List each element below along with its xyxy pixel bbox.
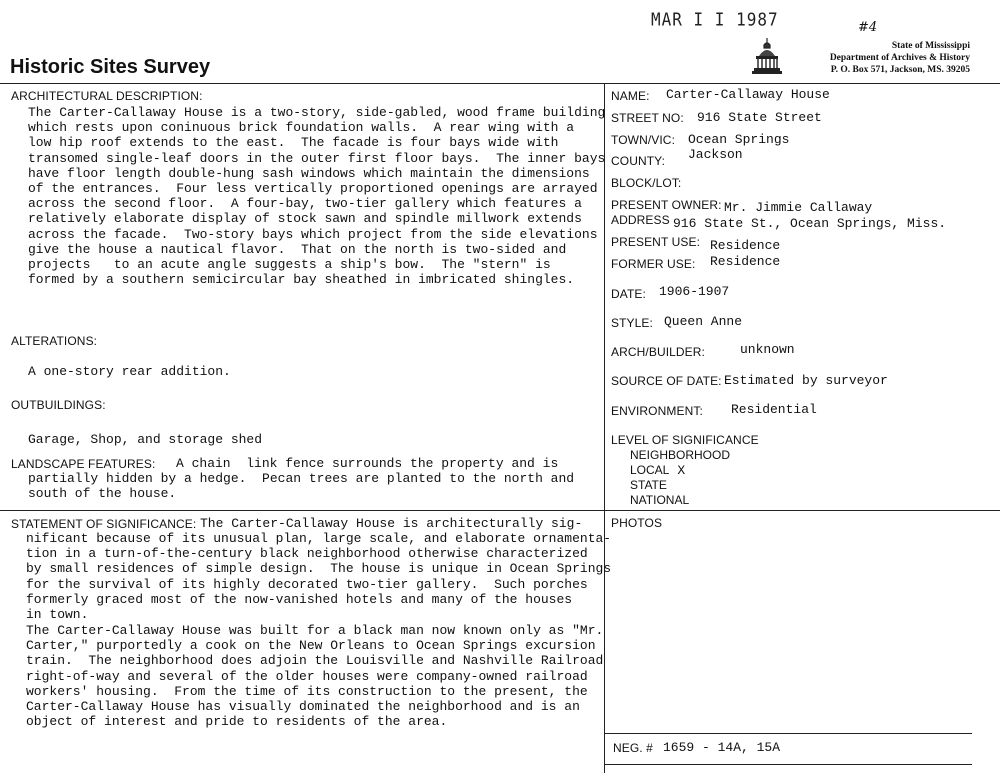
arch-builder-label: ARCH/BUILDER: xyxy=(611,345,705,359)
negative-value: 1659 - 14A, 15A xyxy=(663,740,781,755)
block-lot-label: BLOCK/LOT: xyxy=(611,176,682,190)
present-owner-label: PRESENT OWNER: xyxy=(611,198,722,212)
county-value: Jackson xyxy=(688,147,743,162)
environment-label: ENVIRONMENT: xyxy=(611,404,703,418)
present-owner-value: Mr. Jimmie Callaway xyxy=(724,200,873,215)
style-label: STYLE: xyxy=(611,316,653,330)
level-neighborhood: NEIGHBORHOOD xyxy=(630,448,731,462)
agency-department: Department of Archives & History xyxy=(829,53,970,63)
level-national: NATIONAL xyxy=(630,493,690,508)
statement-of-significance-label: STATEMENT OF SIGNIFICANCE: xyxy=(11,517,197,531)
outbuildings-label: OUTBUILDINGS: xyxy=(11,398,106,412)
landscape-features-label: LANDSCAPE FEATURES: xyxy=(11,457,156,471)
town-vic-value: Ocean Springs xyxy=(688,132,790,147)
level-state: STATE xyxy=(630,478,667,493)
landscape-features-line1: A chain link fence surrounds the property and is xyxy=(176,456,559,471)
statement-text: nificant because of its unusual plan, large scale, and elaborate ornamenta- tion in a turn-of-the-century black neighborhood otherwise characterized by small residences of simple design. The house is unique in Ocean Springs for the survival of its highly decorated two-tier gallery. Such porches formerly graced most of the now-vanished hotels and many of the houses in town. xyxy=(26,531,612,623)
address-value: 916 State St., Ocean Springs, Miss. xyxy=(673,216,947,231)
significance-level-list xyxy=(630,448,730,508)
handwritten-form-number: #4 xyxy=(858,20,878,35)
agency-address xyxy=(790,40,970,76)
section-rule xyxy=(0,510,1000,511)
outbuildings-text: Garage, Shop, and storage shed xyxy=(28,432,263,447)
architectural-description-label: ARCHITECTURAL DESCRIPTION: xyxy=(11,89,203,103)
negative-rule-top xyxy=(604,733,972,734)
street-no-value: 916 State Street xyxy=(697,110,822,125)
negative-rule-bottom xyxy=(604,764,972,765)
header-rule xyxy=(0,83,1000,84)
source-of-date-value: Estimated by surveyor xyxy=(724,373,888,388)
style-value: Queen Anne xyxy=(664,314,743,329)
architectural-description-text: The Carter-Callaway House is a two-story, side-gabled, wood frame building which rests upon coninuous brick foundation walls. A rear wing with a low hip roof extends to the east. The facade is four bays wide with transomed single-leaf doors in the outer first floor bays. The inner bays have floor length double-hung sash windows which maintain the dimensions of the entrances. Four less vertically proportioned openings are arrayed across the second floor. A four-bay, two-tier gallery which features a relatively elaborate display of stock sawn and spindle millwork extends across the facade. Two-story bays which project from the side elevations give the house a nautical flavor. That on the north is two-sided and projects to an acute angle suggests a ship's bow. The "stern" is formed by a southern semicircular bay sheathed in imbricated shingles. xyxy=(28,105,606,288)
agency-po-box: P. O. Box 571, Jackson, MS. 39205 xyxy=(830,65,970,75)
level-local-label: LOCAL xyxy=(630,462,670,477)
capitol-seal-icon xyxy=(752,36,782,76)
street-no-label: STREET NO: xyxy=(611,111,684,125)
level-local xyxy=(630,463,730,479)
arch-builder-value: unknown xyxy=(740,342,795,357)
source-of-date-label: SOURCE OF DATE: xyxy=(611,374,722,388)
received-date-stamp: MAR I I 1987 xyxy=(651,9,779,30)
level-local-mark: X xyxy=(677,462,686,478)
county-label: COUNTY: xyxy=(611,154,666,168)
agency-state: State of Mississippi xyxy=(891,41,970,51)
date-label: DATE: xyxy=(611,287,646,301)
address-label: ADDRESS xyxy=(611,213,670,227)
level-of-significance-label: LEVEL OF SIGNIFICANCE xyxy=(611,433,759,447)
former-use-label: FORMER USE: xyxy=(611,257,696,271)
name-value: Carter-Callaway House xyxy=(666,87,830,102)
former-use-value: Residence xyxy=(710,254,781,269)
environment-value: Residential xyxy=(731,402,817,417)
statement-line1: The Carter-Callaway House is architecturally sig- xyxy=(200,516,583,531)
statement-paragraph-2: The Carter-Callaway House was built for a black man now known only as "Mr. Carter," purportedly a cook on the New Orleans to Ocean Springs excursion train. The neighborhood does adjoin the Louisville and Nashville Railroad right-of-way and several of the older houses were company-owned railroad workers' housing. From the time of its construction to the present, the Carter-Callaway House has visually dominated the neighborhood and is an object of interest and pride to residents of the area. xyxy=(26,623,604,730)
negative-label: NEG. # xyxy=(613,741,653,755)
name-label: NAME: xyxy=(611,89,650,103)
alterations-text: A one-story rear addition. xyxy=(28,364,231,379)
alterations-label: ALTERATIONS: xyxy=(11,334,98,348)
photos-label: PHOTOS xyxy=(611,516,663,530)
town-vic-label: TOWN/VIC: xyxy=(611,133,676,147)
form-title: Historic Sites Survey xyxy=(10,56,211,78)
present-use-label: PRESENT USE: xyxy=(611,235,701,249)
date-value: 1906-1907 xyxy=(659,284,730,299)
landscape-features-text: partially hidden by a hedge. Pecan trees are planted to the north and south of the house. xyxy=(28,471,575,502)
present-use-value: Residence xyxy=(710,238,781,253)
